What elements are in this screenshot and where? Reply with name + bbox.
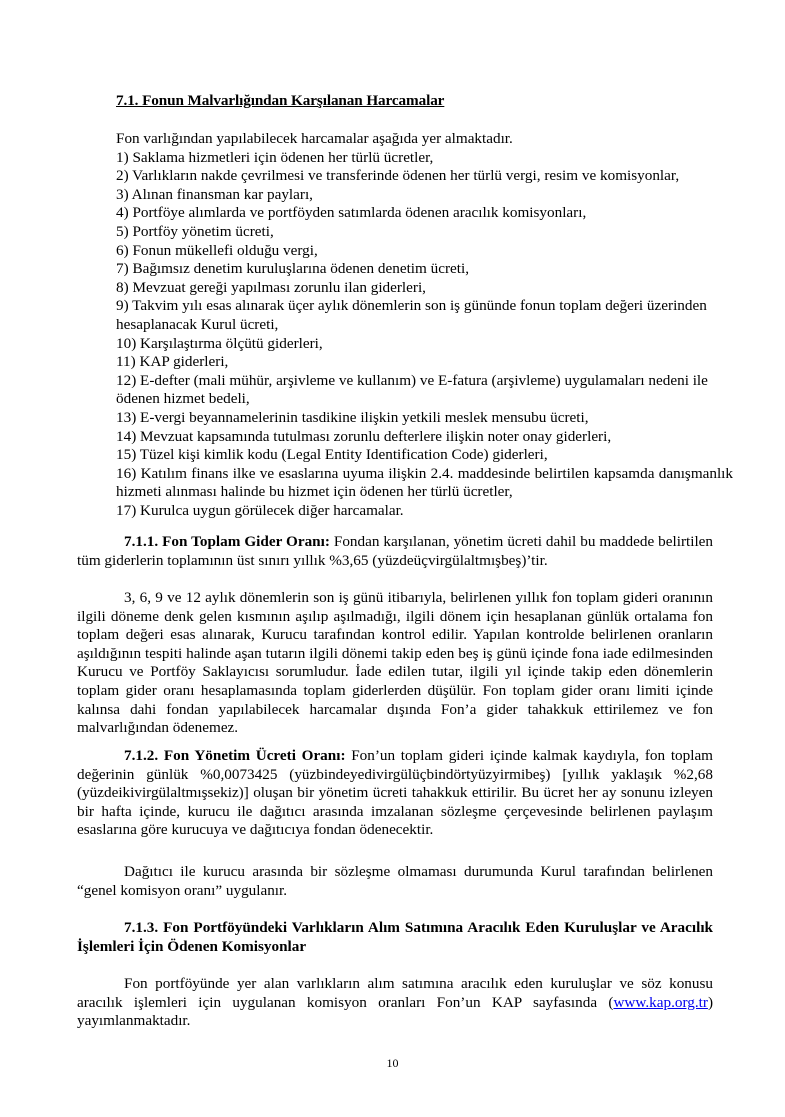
subsection-7-1-2-note: [77, 863, 713, 900]
subsection-7-1-1-title: 7.1.1. Fon Toplam Gider Oranı:: [124, 533, 330, 550]
list-item: 12) E-defter (mali mühür, arşivleme ve kullanım) ve E-fatura (arşivleme) uygulamaları nedeni ile ödenen hizmet bedeli,: [116, 371, 708, 408]
subsection-7-1-2-title: 7.1.2. Fon Yönetim Ücreti Oranı:: [124, 747, 346, 764]
list-item: 9) Takvim yılı esas alınarak üçer aylık dönemlerin son iş gününde fonun toplam değeri üzerinden hesaplanacak Kurul ücreti,: [116, 297, 707, 333]
section-heading: 7.1. Fonun Malvarlığından Karşılanan Harcamalar: [116, 92, 445, 109]
subsection-7-1-2-note-text: Dağıtıcı ile kurucu arasında bir sözleşme olmaması durumunda Kurul tarafından belirlenen “genel komisyon oranı” uygulanır.: [77, 863, 713, 899]
list-item: 6) Fonun mükellefi olduğu vergi,: [116, 241, 318, 259]
subsection-7-1-1-paragraph: [77, 533, 713, 570]
list-item: 4) Portföye alımlarda ve portföyden satımlarda ödenen aracılık komisyonları,: [116, 204, 587, 222]
subsection-7-1-3-text-end: ) yayımlanmaktadır.: [77, 993, 713, 1030]
subsection-7-1-3-paragraph: [77, 975, 713, 1031]
list-item: 7) Bağımsız denetim kuruluşlarına ödenen denetim ücreti,: [116, 260, 470, 278]
expense-list: [116, 130, 733, 520]
list-item: 13) E-vergi beyannamelerinin tasdikine ilişkin yetkili meslek mensubu ücreti,: [116, 408, 589, 426]
list-intro: Fon varlığından yapılabilecek harcamalar aşağıda yer almaktadır.: [116, 130, 513, 147]
list-item: 14) Mevzuat kapsamında tutulması zorunlu defterlere ilişkin noter onay giderleri,: [116, 427, 612, 445]
list-item: 17) Kurulca uygun görülecek diğer harcamalar.: [116, 501, 404, 519]
list-item: 8) Mevzuat gereği yapılması zorunlu ilan giderleri,: [116, 278, 426, 296]
subsection-7-1-1-text: Fondan karşılanan, yönetim ücreti dahil bu maddede belirtilen tüm giderlerin toplamının üst sınırı yıllık %3,65 (yüzdeüçvirgülaltmışbeş)’tir.: [77, 533, 713, 569]
list-item: 5) Portföy yönetim ücreti,: [116, 222, 274, 240]
subsection-7-1-2-text: Fon’un toplam gideri içinde kalmak kaydıyla, fon toplam değerinin günlük %0,0073425 (yüzbindeyedivirgülüçbindörtyüzyirmibeş) [yıllık yaklaşık %2,68 (yüzdeikivirgülaltmışsekiz)] oluşan bir yönetim ücreti tahakkuk ettirilir. Bu ücret her ay sonunu izleyen bir hafta içinde, kurucu ile dağıtıcı arasında imzalanan sözleşme çerçevesinde belirlenen paylaşım esaslarına göre kurucuya ve dağıtıcıya fondan ödenecektir.: [77, 747, 713, 839]
subsection-7-1-2-paragraph: [77, 747, 713, 840]
list-item: 11) KAP giderleri,: [116, 353, 229, 371]
subsection-7-1-1-detail: [77, 589, 713, 738]
list-item: 2) Varlıkların nakde çevrilmesi ve transferinde ödenen her türlü vergi, resim ve komisyonlar,: [116, 167, 680, 185]
subsection-7-1-3-title-text: 7.1.3. Fon Portföyündeki Varlıkların Alım Satımına Aracılık Eden Kuruluşlar ve Aracılık İşlemleri İçin Ödenen Komisyonlar: [77, 919, 713, 955]
subsection-7-1-3-text: Fon portföyünde yer alan varlıkların alım satımına aracılık eden kuruluşlar ve söz konusu aracılık işlemleri için uygulanan komisyon oranları Fon’un KAP sayfasında (: [77, 975, 713, 1011]
list-item: 1) Saklama hizmetleri için ödenen her türlü ücretler,: [116, 148, 434, 166]
subsection-7-1-3-title: [77, 919, 713, 956]
kap-website-link[interactable]: www.kap.org.tr: [613, 993, 708, 1011]
list-item: 15) Tüzel kişi kimlik kodu (Legal Entity Identification Code) giderleri,: [116, 446, 548, 464]
subsection-7-1-1-detail-text: 3, 6, 9 ve 12 aylık dönemlerin son iş günü itibarıyla, belirlenen yıllık fon toplam gideri oranının ilgili döneme denk gelen kısmının aşılıp aşılmadığı, ilgili dönem için hesaplanan günlük ortalama fon toplam değeri esas alınarak, Kurucu tarafından kontrol edilir. Yapılan kontrolde belirlenen oranların aşıldığının tespiti halinde aşan tutarın ilgili dönemi takip eden beş iş günü içinde fona iade edilmesinden Kurucu ve Portföy Saklayıcısı sorumludur. İade edilen tutar, ilgili yıl içinde takip eden dönemlerin toplam gider oranı hesaplamasında toplam giderlerden düşülür. Fon toplam gider oranı limiti içinde kalınsa dahi fondan yapılabilecek harcamalar dışında Fon’a gider tahakkuk ettirilemez ve fon malvarlığından ödenemez.: [77, 589, 713, 737]
list-item: 10) Karşılaştırma ölçütü giderleri,: [116, 334, 323, 352]
list-item: 3) Alınan finansman kar payları,: [116, 185, 313, 203]
page-number: 10: [386, 1056, 399, 1070]
list-item: 16) Katılım finans ilke ve esaslarına uyuma ilişkin 2.4. maddesinde belirtilen kapsamda danışmanlık hizmeti alınması halinde bu hizmet için ödenen her türlü ücretler,: [116, 464, 733, 501]
